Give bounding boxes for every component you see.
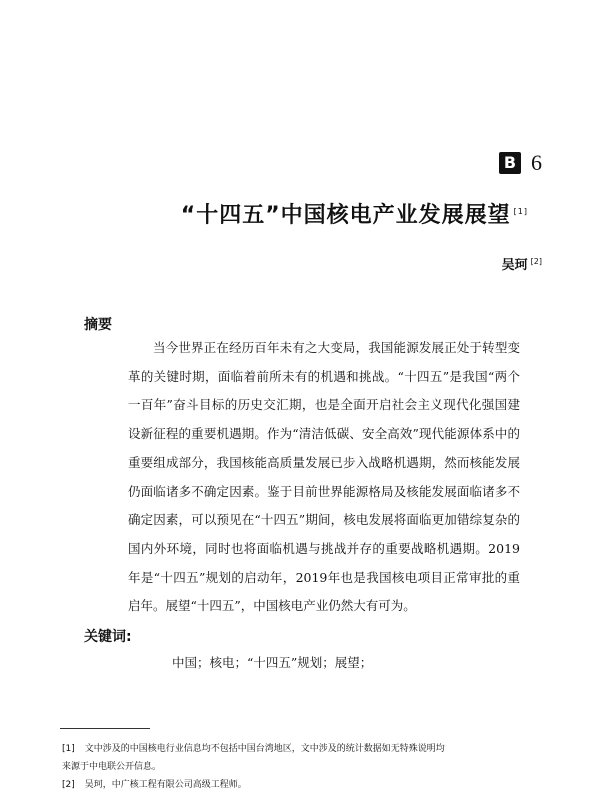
footnote-1-mark: [1]	[62, 744, 75, 754]
footnote-2	[62, 776, 542, 794]
footnotes	[62, 740, 542, 794]
footnote-divider	[60, 728, 150, 729]
footnote-2-text: 吴珂，中广核工程有限公司高级工程师。	[84, 780, 247, 790]
footnote-1-continuation: 来源于中电联公开信息。	[62, 762, 162, 772]
chapter-marker	[499, 150, 542, 176]
article-title	[181, 198, 528, 229]
footnote-1	[62, 740, 542, 758]
title-footnote-ref: [1]	[513, 206, 528, 216]
footnote-1-text: 文中涉及的中国核电行业信息均不包括中国台湾地区，文中涉及的统计数据如无特殊说明均	[84, 744, 445, 754]
title-text: “十四五”中国核电产业发展展望	[180, 203, 511, 228]
author-name: 吴珂	[501, 258, 528, 273]
keywords-list: 中国；核电；“十四五”规划；展望；	[172, 655, 373, 670]
chapter-number: 6	[531, 150, 542, 175]
keywords-heading: 关键词:	[84, 629, 132, 645]
abstract-heading: 摘要	[84, 317, 112, 333]
abstract-body: 当今世界正在经历百年未有之大变局，我国能源发展正处于转型变革的关键时期，面临着前所未有的机遇和挑战。“十四五”是我国“两个一百年”奋斗目标的历史交汇期，也是全面开启社会主义现代化强国建设新征程的重要机遇期。作为“清洁低碳、安全高效”现代能源体系中的重要组成部分，我国核能高质量发展已步入战略机遇期，然而核能发展仍面临诸多不确定因素。鉴于目前世界能源格局及核能发展面临诸多不确定因素，可以预见在“十四五”期间，核电发展将面临更加错综复杂的国内外环境，同时也将面临机遇与挑战并存的重要战略机遇期。2019年是“十四五”规划的启动年，2019年也是我国核电项目正常审批的重启年。展望“十四五”，中国核电产业仍然大有可为。	[128, 340, 520, 614]
footnote-2-mark: [2]	[62, 780, 75, 790]
author-footnote-ref: [2]	[530, 256, 542, 266]
author	[502, 254, 542, 273]
book-logo-icon: B	[499, 152, 521, 174]
